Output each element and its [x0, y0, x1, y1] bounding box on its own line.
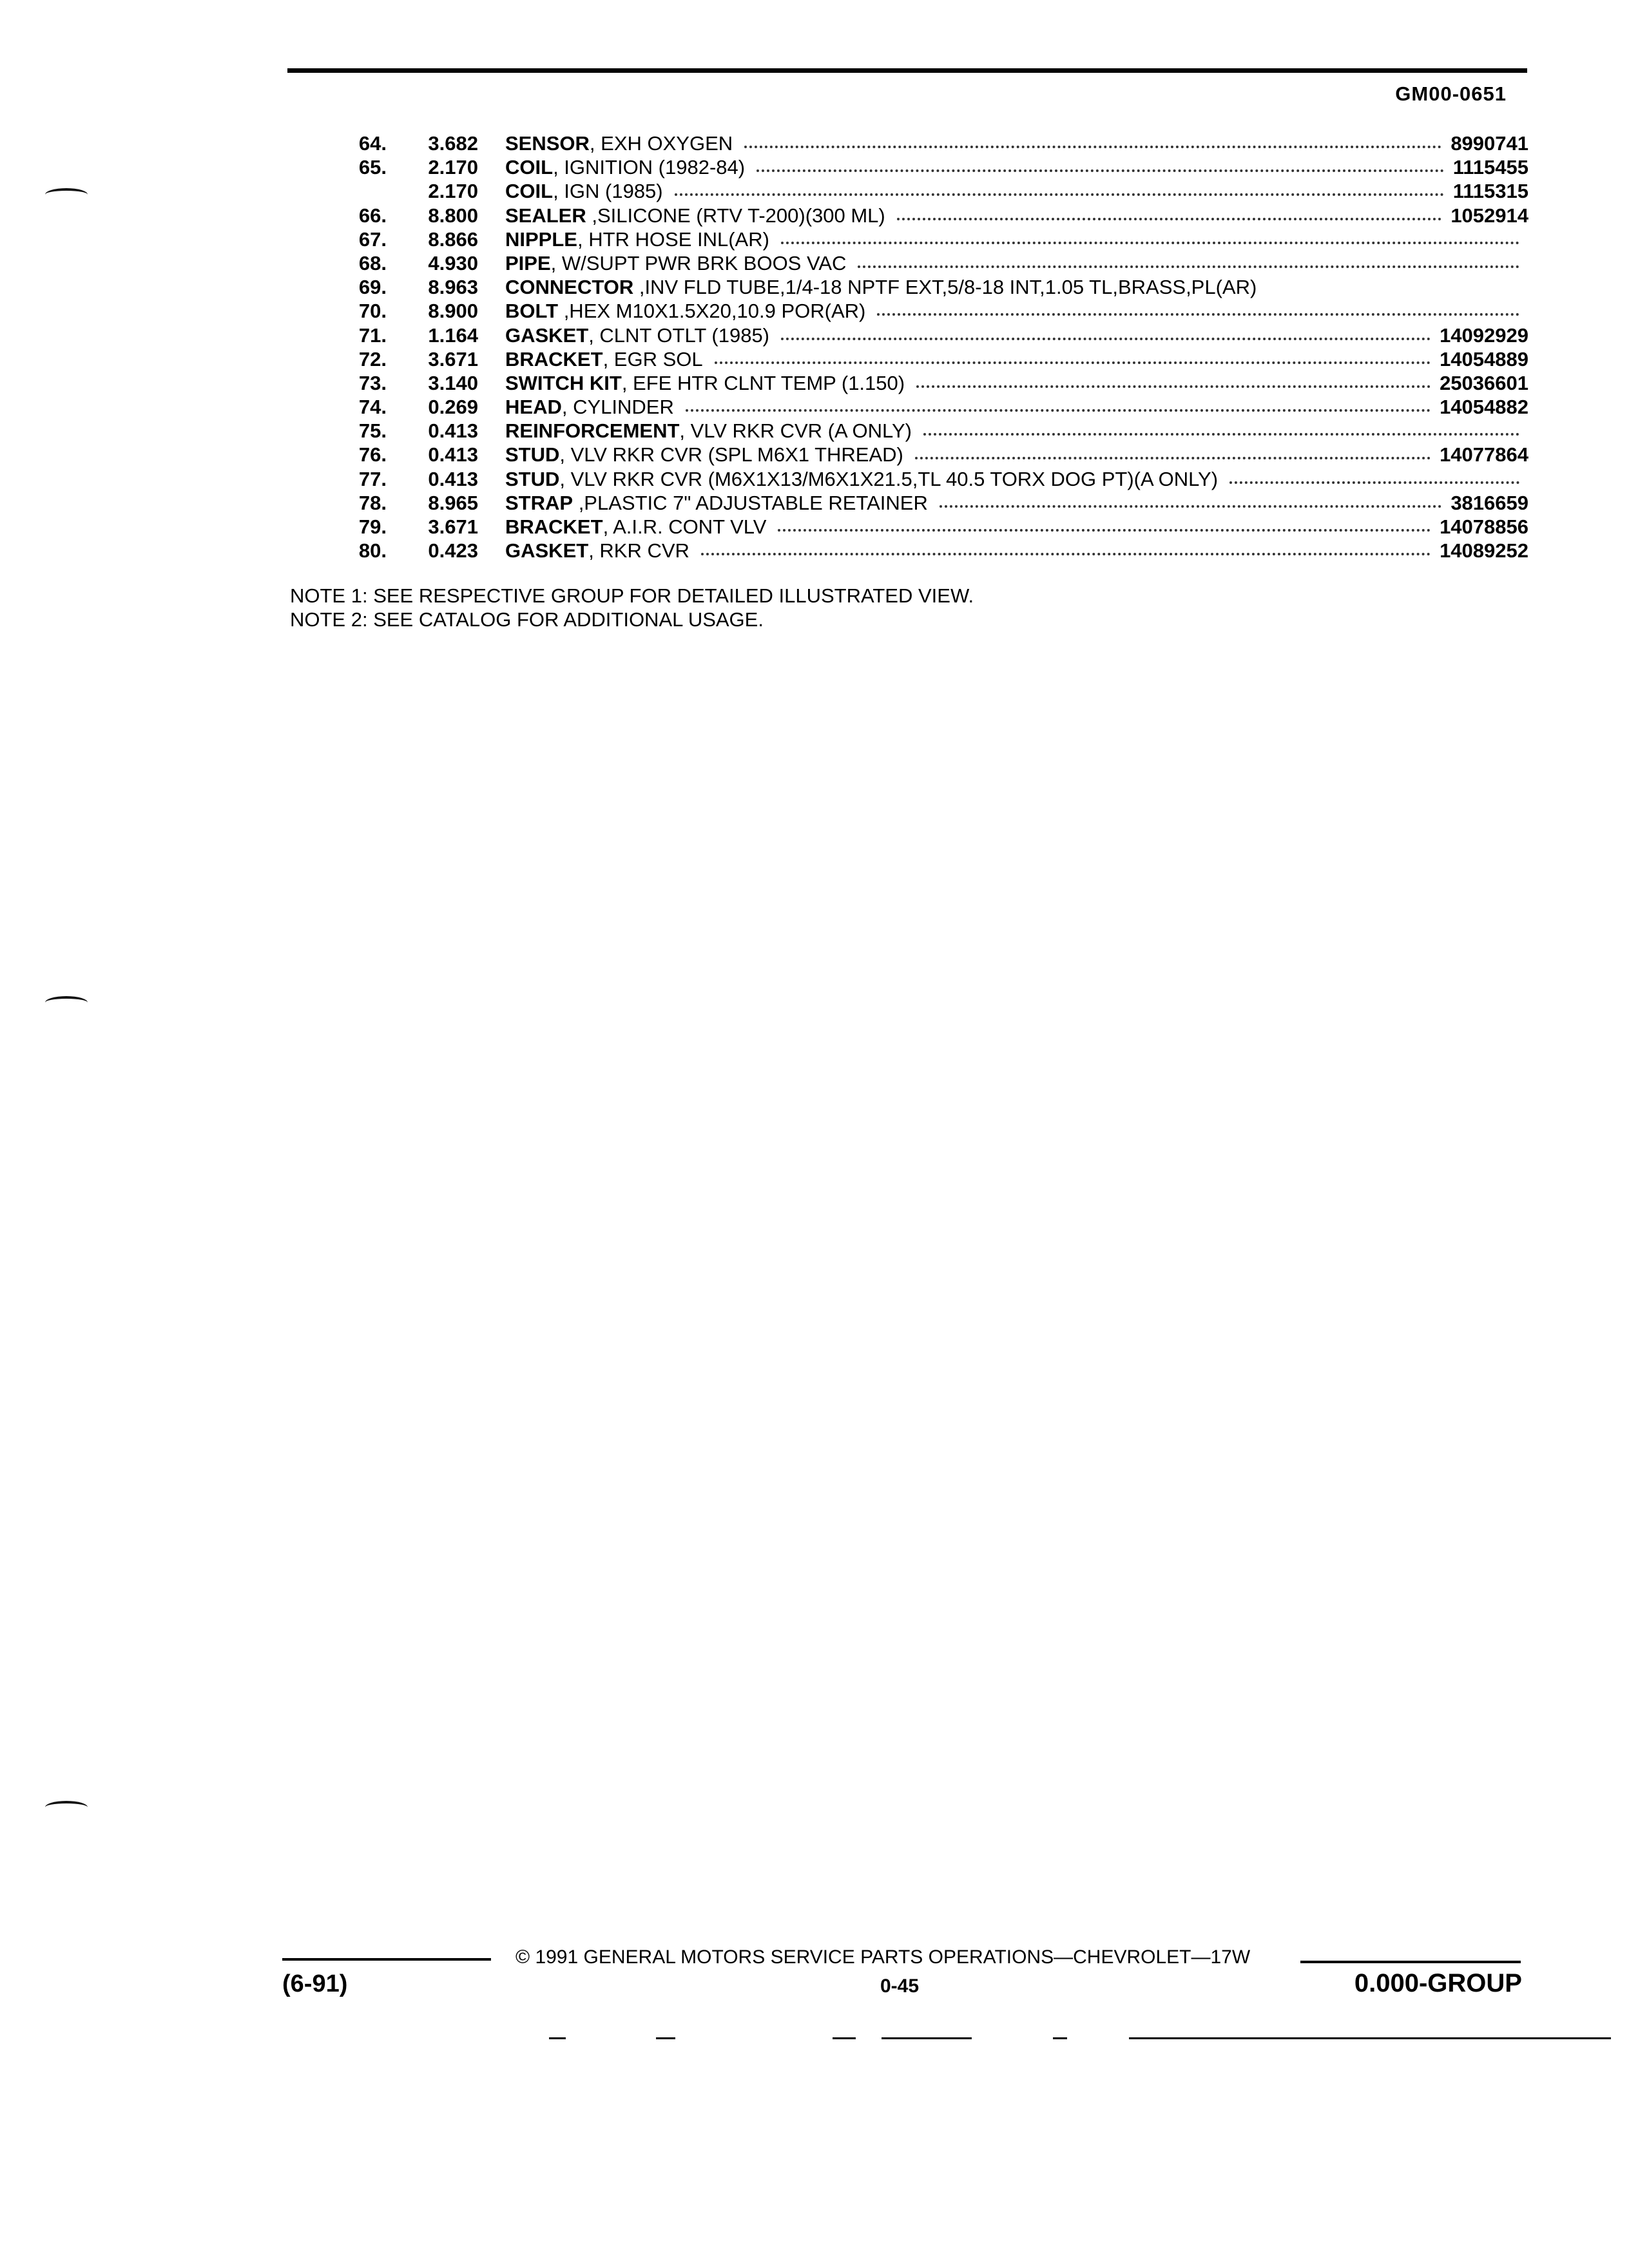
ref-number: 78. — [358, 491, 387, 514]
group-number: 8.866 — [428, 227, 478, 251]
group-number: 2.170 — [428, 156, 478, 179]
part-number: 25036601 — [1440, 371, 1528, 394]
note-2: NOTE 2: SEE CATALOG FOR ADDITIONAL USAGE. — [290, 608, 764, 631]
description — [505, 251, 1528, 275]
part-detail: , VLV RKR CVR (A ONLY) — [679, 419, 912, 443]
part-number: 3816659 — [1451, 491, 1528, 514]
description — [505, 299, 1528, 323]
part-name: COIL — [505, 180, 554, 203]
part-name: HEAD — [505, 396, 562, 419]
ref-number: 64. — [358, 132, 387, 155]
ref-number: 73. — [358, 371, 387, 394]
group-number: 0.269 — [428, 396, 478, 419]
description — [505, 275, 1528, 299]
description — [505, 155, 1528, 179]
footer-rule-right — [1300, 1961, 1521, 1963]
group-number: 3.671 — [428, 515, 478, 538]
part-detail: , VLV RKR CVR (M6X1X13/M6X1X21.5,TL 40.5 TORX DOG PT)(A ONLY) — [559, 467, 1219, 490]
part-row — [309, 204, 1528, 227]
part-row — [309, 539, 1528, 562]
footer-rule-left — [282, 1958, 491, 1961]
part-name: STUD — [505, 443, 560, 466]
scan-line — [1129, 2037, 1611, 2039]
parts-list — [309, 131, 1528, 562]
part-number: 1052914 — [1451, 204, 1528, 227]
dot-leader — [701, 539, 1431, 555]
part-name: COIL — [505, 156, 554, 179]
ref-number: 68. — [358, 251, 387, 274]
description — [505, 491, 1528, 515]
dot-leader — [897, 204, 1442, 220]
description — [505, 323, 1528, 347]
part-number: 14077864 — [1440, 443, 1528, 466]
notes — [290, 584, 974, 631]
dot-leader — [778, 515, 1431, 532]
group-number: 8.965 — [428, 491, 478, 514]
description — [505, 371, 1528, 395]
part-row — [309, 491, 1528, 515]
margin-mark — [45, 188, 88, 201]
part-detail: , HTR HOSE INL(AR) — [577, 227, 769, 251]
dot-leader — [916, 371, 1431, 388]
group-number: 8.800 — [428, 204, 478, 227]
scan-dash — [882, 2037, 972, 2039]
note-1: NOTE 1: SEE RESPECTIVE GROUP FOR DETAILED ILLUSTRATED VIEW. — [290, 584, 974, 607]
description — [505, 227, 1528, 251]
ref-number: 75. — [358, 419, 387, 443]
part-detail: , EGR SOL — [602, 347, 703, 370]
dot-leader — [781, 323, 1431, 340]
part-row — [309, 395, 1528, 419]
part-name: BRACKET — [505, 347, 603, 370]
part-number: 8990741 — [1451, 132, 1528, 155]
part-row — [309, 227, 1528, 251]
part-row — [309, 155, 1528, 179]
part-name: SEALER — [505, 204, 586, 227]
ref-number: 80. — [358, 539, 387, 562]
part-row — [309, 131, 1528, 155]
part-name: GASKET — [505, 539, 589, 562]
dot-leader — [781, 227, 1519, 244]
ref-number: 66. — [358, 204, 387, 227]
ref-number: 67. — [358, 227, 387, 251]
scan-dash — [1053, 2037, 1067, 2039]
description — [505, 443, 1528, 466]
part-name: PIPE — [505, 251, 551, 274]
part-detail: ,SILICONE (RTV T-200)(300 ML) — [586, 204, 885, 227]
description — [505, 539, 1528, 562]
part-number: 14054889 — [1440, 347, 1528, 370]
part-number: 14054882 — [1440, 396, 1528, 419]
part-row — [309, 275, 1528, 299]
group-number: 8.900 — [428, 300, 478, 323]
part-number: 14089252 — [1440, 539, 1528, 562]
description — [505, 347, 1528, 371]
group-number: 8.963 — [428, 276, 478, 299]
group-number: 0.413 — [428, 419, 478, 443]
description — [505, 467, 1528, 491]
group-number: 0.413 — [428, 467, 478, 490]
part-row — [309, 347, 1528, 371]
group-number: 0.423 — [428, 539, 478, 562]
part-number: 1115455 — [1452, 156, 1528, 179]
part-number: 14092929 — [1440, 323, 1528, 347]
ref-number: 79. — [358, 515, 387, 538]
part-detail: ,PLASTIC 7" ADJUSTABLE RETAINER — [573, 491, 928, 514]
part-row — [309, 299, 1528, 323]
part-detail: , CYLINDER — [561, 396, 674, 419]
ref-number: 72. — [358, 347, 387, 370]
ref-number: 70. — [358, 300, 387, 323]
top-rule — [287, 68, 1527, 73]
description — [505, 419, 1528, 443]
description — [505, 515, 1528, 539]
scan-dash — [656, 2037, 675, 2039]
ref-number: 69. — [358, 276, 387, 299]
part-number: 14078856 — [1440, 515, 1528, 538]
part-name: NIPPLE — [505, 227, 577, 251]
part-name: BRACKET — [505, 515, 603, 538]
dot-leader — [877, 299, 1519, 316]
part-detail: , W/SUPT PWR BRK BOOS VAC — [550, 251, 847, 274]
part-row — [309, 515, 1528, 539]
scan-dash — [833, 2037, 856, 2039]
part-row — [309, 323, 1528, 347]
part-detail: ,INV FLD TUBE,1/4-18 NPTF EXT,5/8-18 INT,1.05 TL,BRASS,PL(AR) — [633, 276, 1257, 299]
part-row — [309, 419, 1528, 443]
part-name: SENSOR — [505, 132, 590, 155]
part-name: GASKET — [505, 323, 589, 347]
scan-dash — [549, 2037, 566, 2039]
dot-leader — [858, 251, 1519, 268]
part-name: CONNECTOR — [505, 276, 634, 299]
description — [505, 179, 1528, 203]
group-number: 4.930 — [428, 251, 478, 274]
part-row — [309, 251, 1528, 275]
footer-date-code: (6-91) — [282, 1970, 348, 1997]
margin-mark — [45, 996, 88, 1009]
part-detail: , CLNT OTLT (1985) — [588, 323, 770, 347]
part-detail: , IGN (1985) — [553, 180, 663, 203]
part-row — [309, 443, 1528, 466]
footer-group-label: 0.000-GROUP — [1354, 1969, 1522, 1997]
group-number: 1.164 — [428, 323, 478, 347]
footer-copyright: © 1991 GENERAL MOTORS SERVICE PARTS OPERATIONS—CHEVROLET—17W — [516, 1946, 1251, 1968]
dot-leader — [686, 395, 1431, 412]
part-detail: , EFE HTR CLNT TEMP (1.150) — [621, 371, 905, 394]
part-detail: ,HEX M10X1.5X20,10.9 POR(AR) — [558, 300, 866, 323]
ref-number: 77. — [358, 467, 387, 490]
part-name: REINFORCEMENT — [505, 419, 680, 443]
group-number: 3.671 — [428, 347, 478, 370]
dot-leader — [915, 443, 1431, 459]
dot-leader — [715, 347, 1431, 364]
dot-leader — [675, 179, 1444, 196]
part-name: SWITCH KIT — [505, 371, 622, 394]
ref-number: 74. — [358, 396, 387, 419]
document-id: GM00-0651 — [1395, 82, 1507, 105]
part-name: BOLT — [505, 300, 559, 323]
dot-leader — [744, 131, 1441, 148]
part-detail: , EXH OXYGEN — [589, 132, 733, 155]
ref-number: 71. — [358, 323, 387, 347]
description — [505, 204, 1528, 227]
ref-number: 65. — [358, 156, 387, 179]
part-number: 1115315 — [1452, 180, 1528, 203]
dot-leader — [1229, 467, 1519, 484]
part-detail: , A.I.R. CONT VLV — [602, 515, 767, 538]
part-row — [309, 179, 1528, 203]
part-detail: , RKR CVR — [588, 539, 689, 562]
part-name: STUD — [505, 467, 560, 490]
group-number: 3.140 — [428, 371, 478, 394]
description — [505, 395, 1528, 419]
group-number: 3.682 — [428, 132, 478, 155]
margin-mark — [45, 1801, 88, 1814]
part-name: STRAP — [505, 491, 574, 514]
description — [505, 131, 1528, 155]
dot-leader — [757, 155, 1444, 172]
group-number: 0.413 — [428, 443, 478, 466]
dot-leader — [923, 419, 1519, 436]
ref-number: 76. — [358, 443, 387, 466]
group-number: 2.170 — [428, 180, 478, 203]
dot-leader — [940, 491, 1441, 508]
part-detail: , VLV RKR CVR (SPL M6X1 THREAD) — [559, 443, 903, 466]
part-detail: , IGNITION (1982-84) — [553, 156, 746, 179]
part-row — [309, 371, 1528, 395]
footer-page-number: 0-45 — [880, 1975, 920, 1997]
part-row — [309, 467, 1528, 491]
